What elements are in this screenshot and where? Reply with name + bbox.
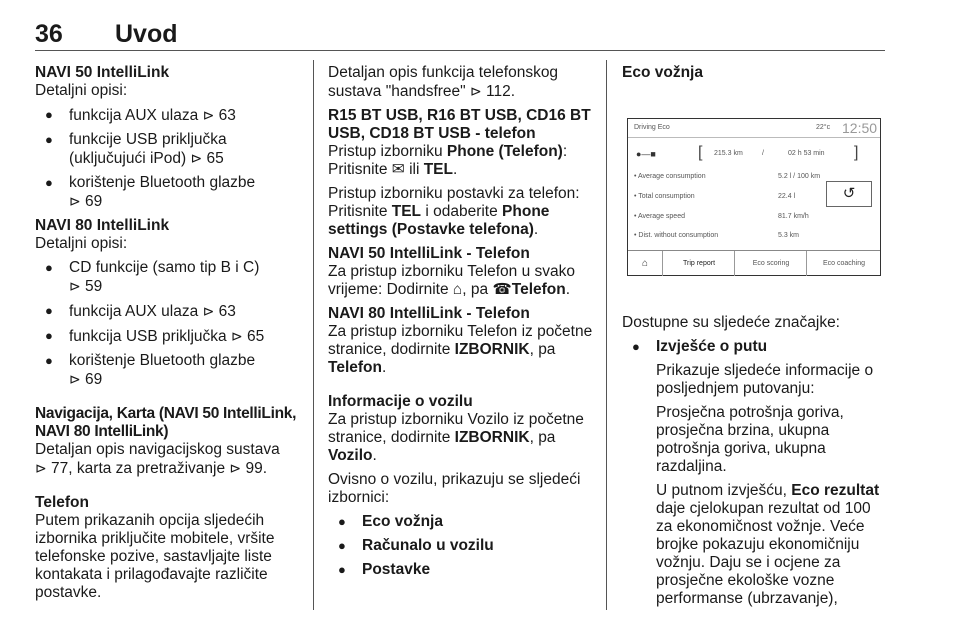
menu-list: [328, 513, 596, 579]
column-3-body: [622, 314, 884, 614]
phone-button-icon: ✉: [391, 161, 405, 178]
page-ref[interactable]: 59: [85, 278, 103, 295]
section-heading: Telefon: [35, 494, 89, 511]
feature-title: ● Izvješće o putu: [656, 338, 768, 355]
column-1: [35, 64, 297, 602]
screen-tab-bar: [628, 250, 880, 276]
section-heading: Navigacija, Karta (NAVI 50 IntelliLink, NAVI 80 IntelliLink): [35, 405, 297, 440]
tab-eco-coaching[interactable]: Eco coaching: [806, 251, 881, 276]
body-text: Za pristup izborniku Telefon u svako vrijeme: Dodirnite ⌂, pa ☎Telefon.: [328, 263, 575, 298]
tab-trip-report[interactable]: Trip report: [662, 251, 735, 276]
stat-value: 22.4 l: [778, 193, 796, 200]
stat-row: • Total consumption: [634, 193, 695, 200]
list-item: ● funkcija AUX ulaza ⊳ 63: [35, 302, 297, 321]
bracket-right: ]: [854, 144, 859, 161]
stat-row: • Average consumption: [634, 173, 706, 180]
tab-eco-scoring[interactable]: Eco scoring: [734, 251, 807, 276]
feature-list: [35, 259, 297, 389]
stat-row: • Average speed: [634, 213, 685, 220]
screen-title: Driving Eco: [634, 124, 670, 131]
screen-temperature: 22°c: [816, 124, 831, 131]
list-item: ● Eco vožnja: [328, 513, 596, 531]
body-text: U putnom izvješću, Eco rezultat daje cjelokupan rezultat od 100 za ekonomičnost vožnje. Veće brojke pokazuju ekonomičniju vožnju. Daju se i ocjene za prosječne ekološke vozne performanse (ubrzavanje),: [656, 482, 880, 607]
home-icon[interactable]: ⌂: [641, 258, 649, 269]
page-ref[interactable]: 69: [85, 193, 103, 210]
eco-driving-screen: [627, 118, 881, 276]
reset-icon: ↺: [842, 185, 856, 202]
ref-arrow-icon: ⊳: [229, 460, 242, 476]
body-text: Ovisno o vozilu, prikazuju se sljedeći izbornici:: [328, 471, 581, 506]
ref-arrow-icon: ⊳: [69, 278, 81, 294]
phone-icon: ☎: [492, 281, 512, 298]
body-text: Dostupne su sljedeće značajke:: [622, 314, 840, 331]
intro-text: Detaljni opisi:: [35, 235, 128, 252]
feature-list: [622, 338, 884, 608]
chapter-title: Uvod: [115, 20, 178, 48]
section-heading: R15 BT USB, R16 BT USB, CD16 BT USB, CD18 BT USB - telefon: [328, 107, 591, 142]
ref-arrow-icon: ⊳: [35, 460, 47, 476]
body-text: Pristup izborniku postavki za telefon: Pritisnite TEL i odaberite Phone settings (Postavke telefona).: [328, 185, 580, 238]
list-item: [622, 338, 884, 608]
body-text: Putem prikazanih opcija sljedećih izbornika priključite mobitele, vršite telefonske pozive, sastavljajte liste kontakata i prilagođavajte različite postavke.: [35, 512, 275, 601]
reset-button[interactable]: [826, 181, 872, 207]
ref-arrow-icon: ⊳: [202, 303, 215, 319]
list-item: ● funkcije USB priključka (uključujući iPod) ⊳ 65: [35, 131, 297, 168]
section-heading: NAVI 50 IntelliLink: [35, 64, 170, 81]
column-divider: [606, 60, 607, 610]
section-heading: Informacije o vozilu: [328, 393, 473, 410]
list-item: ● Postavke: [328, 561, 596, 579]
section-heading: Eco vožnja: [622, 64, 703, 81]
page-ref[interactable]: 63: [218, 107, 236, 124]
page-ref[interactable]: 77: [51, 460, 69, 477]
ref-arrow-icon: ⊳: [202, 107, 215, 123]
section-heading: NAVI 80 IntelliLink - Telefon: [328, 305, 530, 322]
section-heading: NAVI 50 IntelliLink - Telefon: [328, 245, 530, 262]
ref-arrow-icon: ⊳: [190, 150, 203, 166]
section-heading: NAVI 80 IntelliLink: [35, 217, 170, 234]
page-ref[interactable]: 65: [247, 328, 265, 345]
list-item: ● funkcija AUX ulaza ⊳ 63: [35, 106, 297, 125]
ref-arrow-icon: ⊳: [469, 83, 482, 99]
trip-distance: 215.3 km: [714, 150, 743, 157]
feature-list: [35, 106, 297, 211]
list-item: ● korištenje Bluetooth glazbe ⊳ 69: [35, 174, 297, 211]
page-header: [35, 18, 885, 51]
list-item: ● funkcija USB priključka ⊳ 65: [35, 327, 297, 346]
body-text: Za pristup izborniku Vozilo iz početne stranice, dodirnite IZBORNIK, pa Vozilo.: [328, 411, 584, 464]
body-text: Prosječna potrošnja goriva, prosječna brzina, ukupna potrošnja goriva, ukupna razdaljina.: [656, 404, 844, 475]
ref-arrow-icon: ⊳: [69, 371, 81, 387]
trip-duration: 02 h 53 min: [788, 150, 825, 157]
column-2: [328, 64, 596, 585]
stat-row: • Dist. without consumption: [634, 232, 719, 239]
screen-clock: 12:50: [842, 120, 878, 136]
column-3: [622, 64, 884, 82]
page-ref[interactable]: 99: [245, 460, 263, 477]
body-text: Detaljan opis funkcija telefonskog sustava "handsfree" ⊳ 112.: [328, 64, 559, 100]
body-text: Pristup izborniku Phone (Telefon):: [328, 143, 568, 160]
list-item: ● CD funkcije (samo tip B i C) ⊳ 59: [35, 259, 297, 296]
ref-arrow-icon: ⊳: [69, 193, 81, 209]
car-icon: ●—■: [636, 149, 656, 159]
divider: [628, 137, 880, 138]
separator: /: [762, 150, 764, 157]
page-ref[interactable]: 63: [218, 303, 236, 320]
home-icon: ⌂: [452, 281, 463, 298]
list-item: ● korištenje Bluetooth glazbe ⊳ 69: [35, 352, 297, 389]
intro-text: Detaljni opisi:: [35, 82, 128, 99]
stat-value: 5.2 l / 100 km: [778, 173, 821, 180]
body-text: Prikazuje sljedeće informacije o posljednjem putovanju:: [656, 362, 874, 397]
stat-value: 5.3 km: [778, 232, 800, 239]
stat-value: 81.7 km/h: [778, 213, 809, 220]
page-ref[interactable]: 112: [486, 83, 511, 100]
page-number: 36: [35, 20, 63, 48]
bracket-left: [: [698, 144, 703, 161]
column-divider: [313, 60, 314, 610]
body-text: Detaljan opis navigacijskog sustava ⊳ 77, karta za pretraživanje ⊳ 99.: [35, 441, 280, 477]
ref-arrow-icon: ⊳: [230, 328, 243, 344]
body-text: Pritisnite ✉ ili TEL.: [328, 161, 458, 178]
list-item: ● Računalo u vozilu: [328, 537, 596, 555]
page-ref[interactable]: 65: [206, 150, 224, 167]
body-text: Za pristup izborniku Telefon iz početne stranice, dodirnite IZBORNIK, pa Telefon.: [328, 323, 593, 376]
page-ref[interactable]: 69: [85, 371, 103, 388]
